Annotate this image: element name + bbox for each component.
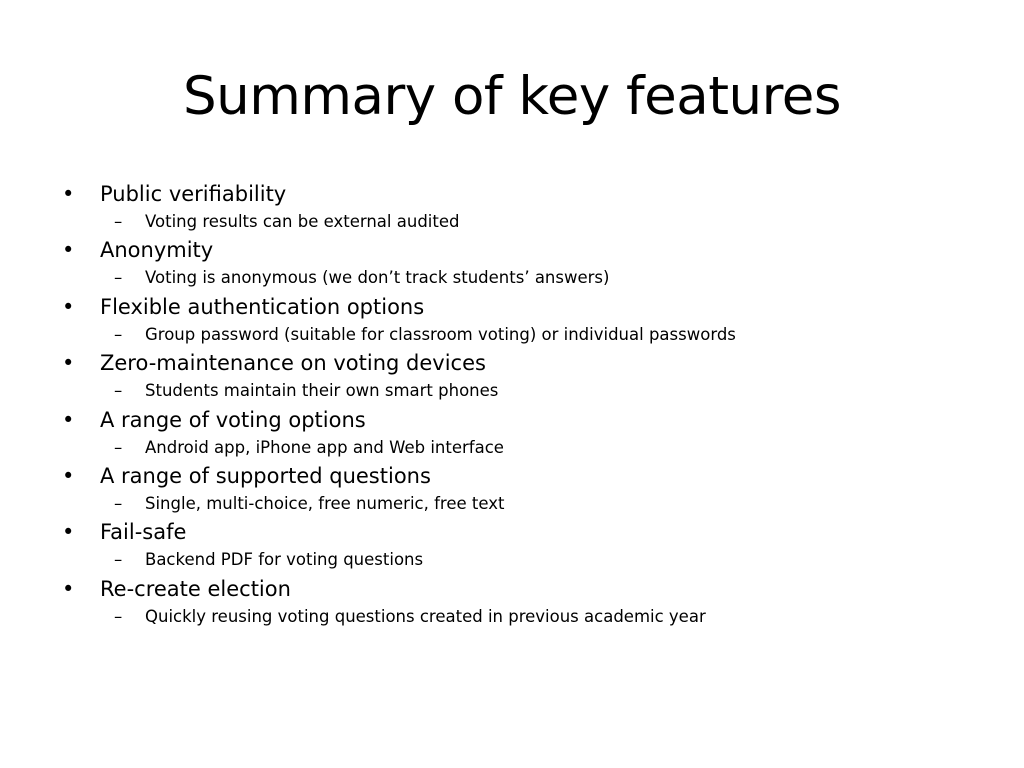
bullet-icon: • [62,294,75,319]
feature-item [62,291,962,347]
feature-item [62,347,962,403]
bullet-icon: • [62,407,75,432]
feature-label: A range of voting options [100,407,366,432]
slide-title: Summary of key features [183,66,841,127]
dash-icon: – [114,437,123,457]
feature-heading [62,347,962,379]
feature-label: Zero-maintenance on voting devices [100,351,486,376]
feature-label: Public verifiability [100,182,287,206]
feature-heading [62,234,962,266]
feature-item [62,573,962,629]
feature-detail [62,436,962,460]
dash-icon: – [114,381,123,401]
feature-detail [62,266,962,290]
bullet-icon: • [62,238,75,263]
dash-icon: – [114,606,123,626]
feature-item [62,516,962,572]
feature-item [62,460,962,516]
feature-heading [62,178,962,210]
feature-detail [62,492,962,516]
bullet-icon: • [62,351,75,376]
feature-detail-text: Android app, iPhone app and Web interface [145,437,504,457]
feature-detail [62,605,962,629]
feature-detail [62,379,962,403]
feature-heading [62,291,962,323]
feature-label: Flexible authentication options [100,294,425,319]
feature-label: Anonymity [100,238,214,263]
dash-icon: – [114,212,123,231]
bullet-icon: • [62,520,75,545]
bullet-icon: • [62,576,75,601]
feature-detail [62,548,962,572]
feature-item [62,234,962,290]
feature-detail-text: Voting is anonymous (we don’t track students’ answers) [145,268,610,288]
feature-list [62,178,962,629]
feature-detail-text: Backend PDF for voting questions [145,550,424,570]
feature-detail [62,210,962,234]
feature-detail-text: Group password (suitable for classroom voting) or individual passwords [145,324,736,344]
dash-icon: – [114,493,123,513]
feature-item [62,178,962,234]
feature-label: Fail-safe [100,520,187,545]
feature-heading [62,460,962,492]
dash-icon: – [114,550,123,570]
dash-icon: – [114,324,123,344]
feature-item [62,404,962,460]
feature-detail [62,323,962,347]
feature-detail-text: Voting results can be external audited [145,212,460,231]
feature-heading [62,573,962,605]
feature-detail-text: Single, multi-choice, free numeric, free text [145,493,505,513]
bullet-icon: • [62,182,75,206]
feature-label: Re-create election [100,576,291,601]
feature-heading [62,404,962,436]
feature-detail-text: Students maintain their own smart phones [145,381,499,401]
feature-detail-text: Quickly reusing voting questions created in previous academic year [145,606,706,626]
bullet-icon: • [62,463,75,488]
dash-icon: – [114,268,123,288]
feature-heading [62,516,962,548]
feature-label: A range of supported questions [100,463,431,488]
